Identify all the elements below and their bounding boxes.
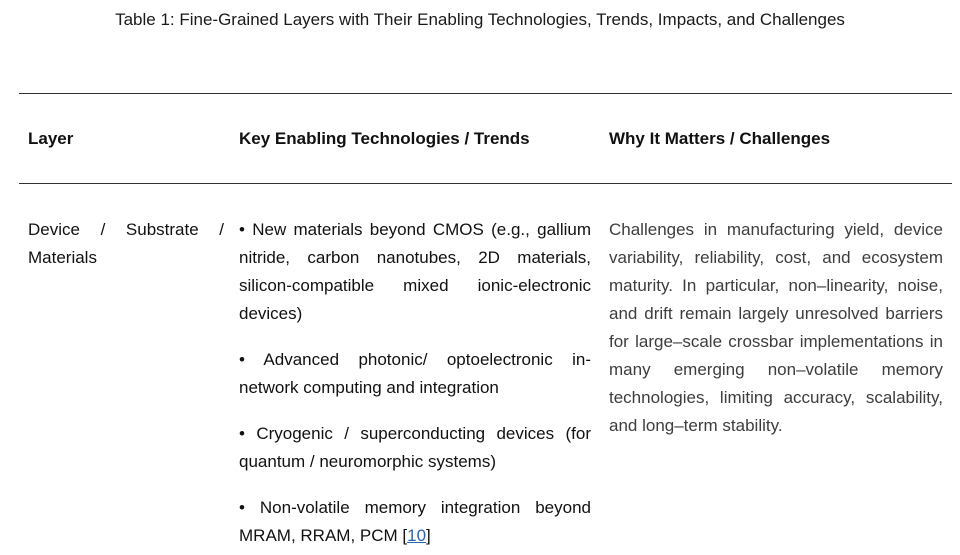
cell-technologies [239,216,591,550]
header-why-it-matters: Why It Matters / Challenges [609,129,831,148]
cell-layer: Device / Substrate / Materials [28,220,224,267]
header-layer: Layer [28,129,74,148]
tech-bullet: • New materials beyond CMOS (e.g., gallium nitride, carbon nanotubes, 2D materials, silicon-compatible mixed ionic-electronic devices) [239,220,591,323]
citation-link[interactable]: 10 [407,526,427,545]
header-key-technologies: Key Enabling Technologies / Trends [239,129,530,148]
table-top-rule [19,93,952,94]
table-caption: Table 1: Fine-Grained Layers with Their Enabling Technologies, Trends, Impacts, and Challenges [115,10,845,29]
tech-bullet: • Cryogenic / superconducting devices (for quantum / neuromorphic systems) [239,424,591,471]
table-header-rule [19,183,952,184]
tech-bullet: • Advanced photonic/ optoelectronic in-network computing and integration [239,350,591,397]
tech-bullet-text: • Non-volatile memory integration beyond MRAM, RRAM, PCM [239,498,591,545]
cell-why-it-matters: Challenges in manufacturing yield, device variability, reliability, cost, and ecosystem maturity. In particular, non–linearity, noise, and drift remain largely unresolved barriers for large–scale crossbar implementations in many emerging non–volatile memory technologies, limiting accuracy, scalability, and long–term stability. [609,220,943,435]
tech-bullet-last: • Non-volatile memory integration beyond MRAM, RRAM, PCM [10] [239,498,591,545]
